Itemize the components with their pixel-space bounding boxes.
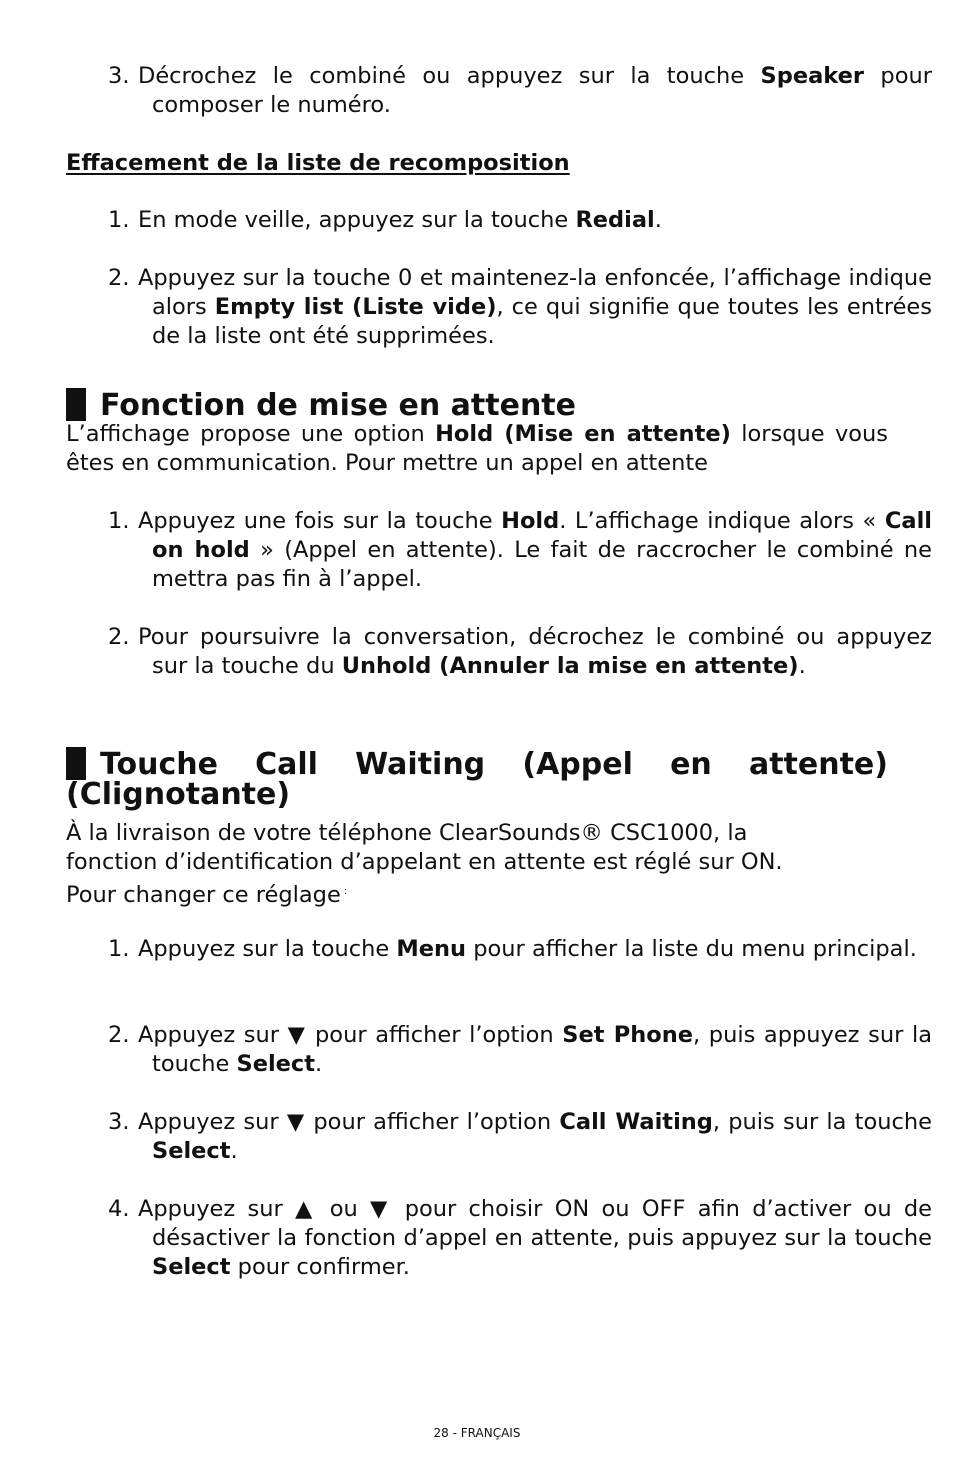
step-number: 2. (108, 1022, 130, 1048)
step-redial-standby: 1. En mode veille, appuyez sur la touche Redial. (108, 207, 662, 233)
step-cw-set-phone: 2. Appuyez sur ▼ pour afficher l’option Set Phone, puis appuyez sur la touche Select. (108, 1022, 932, 1077)
hold-intro: L’affichage propose une option Hold (Mise en attente) lorsque vous êtes en communication. Pour mettre un appel en attente (66, 421, 889, 476)
step-number: 3. (108, 1109, 130, 1135)
step-hold-press: 1. Appuyez une fois sur la touche Hold. L’affichage indique alors « Call on hold » (Appel en attente). Le fait de raccrocher le combiné ne mettra pas fin à l’appel. (108, 508, 932, 592)
step-cw-menu: 1. Appuyez sur la touche Menu pour afficher la liste du menu principal. (108, 936, 917, 962)
call-waiting-intro: À la livraison de votre téléphone ClearSounds® CSC1000, la fonction d’identification d’appelant en attente est réglé sur ON. Pour changer ce réglage : (66, 820, 783, 908)
section-bar-icon (66, 747, 86, 780)
page-footer: 28 - FRANÇAIS (433, 1426, 521, 1440)
step-pick-up-dial: 3. Décrochez le combiné ou appuyez sur la touche Speaker pour composer le numéro. (108, 63, 932, 118)
step-number: 3. (108, 63, 130, 89)
step-redial-empty: 2. Appuyez sur la touche 0 et maintenez-la enfoncée, l’affichage indique alors Empty list (Liste vide), ce qui signifie que toutes les entrées de la liste ont été supprimées. (108, 265, 932, 349)
section-bar-icon (66, 388, 86, 421)
step-hold-resume: 2. Pour poursuivre la conversation, décrochez le combiné ou appuyez sur la touche du Unhold (Annuler la mise en attente). (108, 624, 932, 679)
subheading-redial-clear: Effacement de la liste de recomposition (66, 150, 570, 176)
step-number: 2. (108, 624, 130, 650)
step-number: 2. (108, 265, 130, 291)
heading-hold: Fonction de mise en attente (66, 388, 888, 421)
step-number: 1. (108, 508, 130, 534)
step-number: 1. (108, 207, 130, 233)
step-cw-call-waiting: 3. Appuyez sur ▼ pour afficher l’option Call Waiting, puis sur la touche Select. (108, 1109, 932, 1164)
step-number: 4. (108, 1196, 130, 1222)
step-cw-toggle: 4. Appuyez sur ▲ ou ▼ pour choisir ON ou OFF afin d’activer ou de désactiver la fonction d’appel en attente, puis appuyez sur la touche Select pour confirmer. (108, 1196, 932, 1280)
step-number: 1. (108, 936, 130, 962)
heading-call-waiting: Touche Call Waiting (Appel en attente) (Clignotante) (66, 747, 888, 812)
